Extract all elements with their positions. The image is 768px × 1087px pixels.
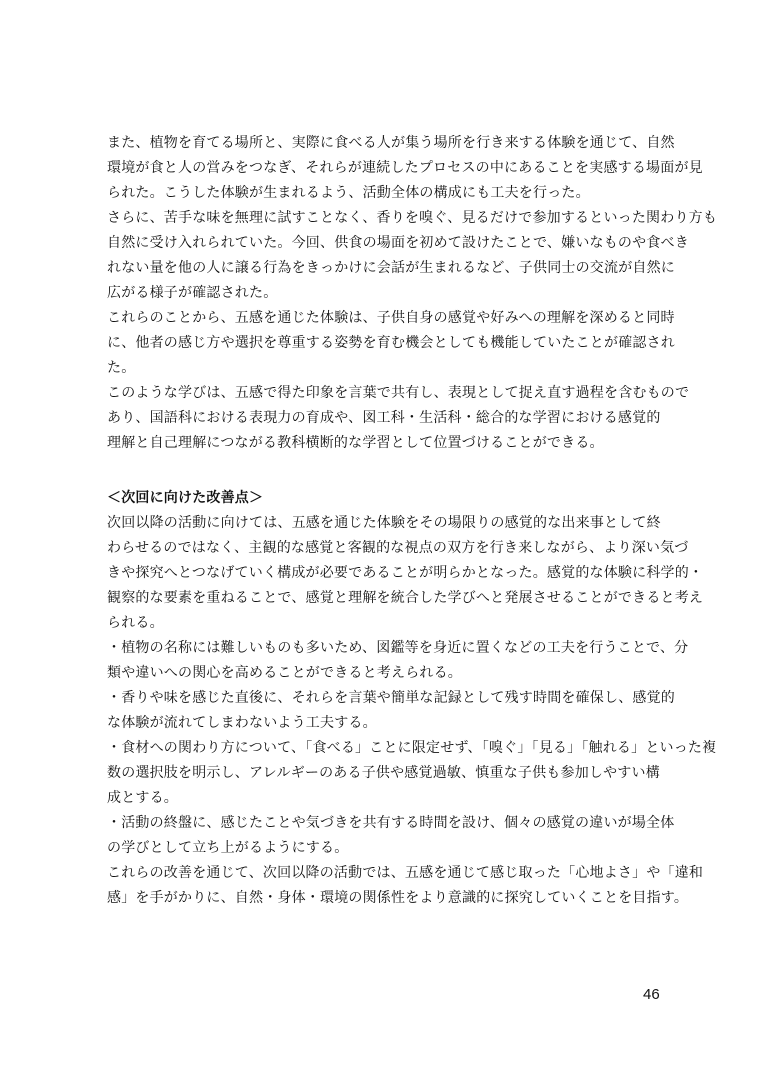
bullet-item-line: 成とする。 — [107, 790, 178, 806]
section-heading: ＜次回に向けた改善点＞ — [107, 490, 264, 506]
bullet-item-line: 数の選択肢を明示し、アレルギーのある子供や感覚過敏、慎重な子供も参加しやすい構 — [107, 765, 660, 781]
bullet-item-line: ・植物の名称には難しいものも多いため、図鑑等を身近に置くなどの工夫を行うことで、分 — [107, 640, 689, 656]
body-text-line: これらの改善を通じて、次回以降の活動では、五感を通じて感じ取った「心地よさ」や「違和 — [107, 865, 704, 881]
body-text-line: このような学びは、五感で得た印象を言葉で共有し、表現として捉え直す過程を含むもので — [107, 385, 690, 401]
body-text-line: られる。 — [107, 615, 164, 631]
bullet-item-line: な体験が流れてしまわないよう工夫する。 — [107, 715, 377, 731]
body-text-line: 環境が食と人の営みをつなぎ、それらが連続したプロセスの中にあることを実感する場面が見 — [107, 160, 703, 176]
body-text-line: わらせるのではなく、主観的な感覚と客観的な視点の双方を行き来しながら、より深い気づ — [107, 540, 689, 556]
bullet-item-line: の学びとして立ち上がるようにする。 — [107, 840, 349, 856]
bullet-item-line: 類や違いへの関心を高めることができると考えられる。 — [107, 665, 462, 681]
body-text-line: 広がる様子が確認された。 — [107, 285, 278, 301]
body-text-line: られた。こうした体験が生まれるよう、活動全体の構成にも工夫を行った。 — [107, 185, 590, 201]
page-number: 46 — [643, 986, 660, 1003]
bullet-item-line: ・香りや味を感じた直後に、それらを言葉や簡単な記録として残す時間を確保し、感覚的 — [107, 690, 675, 706]
body-text-line: 観察的な要素を重ねることで、感覚と理解を統合した学びへと発展させることができると考え — [107, 590, 704, 606]
body-text-line: 感」を手がかりに、自然・身体・環境の関係性をより意識的に探究していくことを目指す。 — [107, 890, 689, 906]
body-text-line: 自然に受け入れられていた。今回、供食の場面を初めて設けたことで、嫌いなものや食べき — [107, 235, 689, 251]
bullet-item-line: ・活動の終盤に、感じたことや気づきを共有する時間を設け、個々の感覚の違いが場全体 — [107, 815, 675, 831]
body-text-line: 理解と自己理解につながる教科横断的な学習として位置づけることができる。 — [107, 435, 604, 451]
body-text-line: に、他者の感じ方や選択を尊重する姿勢を育む機会としても機能していたことが確認され — [107, 335, 675, 351]
body-text-line: きや探究へとつなげていく構成が必要であることが明らかとなった。感覚的な体験に科学的・ — [107, 565, 704, 581]
body-text-line: これらのことから、五感を通じた体験は、子供自身の感覚や好みへの理解を深めると同時 — [107, 310, 675, 326]
body-text-line: た。 — [107, 360, 136, 376]
body-text-line: あり、国語科における表現力の育成や、図工科・生活科・総合的な学習における感覚的 — [107, 410, 661, 426]
body-text-line: 次回以降の活動に向けては、五感を通じた体験をその場限りの感覚的な出来事として終 — [107, 515, 661, 531]
body-text-line: また、植物を育てる場所と、実際に食べる人が集う場所を行き来する体験を通じて、自然 — [107, 135, 675, 151]
bullet-item-line: ・食材への関わり方について、「食べる」ことに限定せず、「嗅ぐ」「見る」「触れる」といった複 — [107, 740, 717, 756]
body-text-line: さらに、苦手な味を無理に試すことなく、香りを嗅ぐ、見るだけで参加するといった関わり方も — [107, 210, 718, 226]
body-text-line: れない量を他の人に譲る行為をきっかけに会話が生まれるなど、子供同士の交流が自然に — [107, 260, 675, 276]
